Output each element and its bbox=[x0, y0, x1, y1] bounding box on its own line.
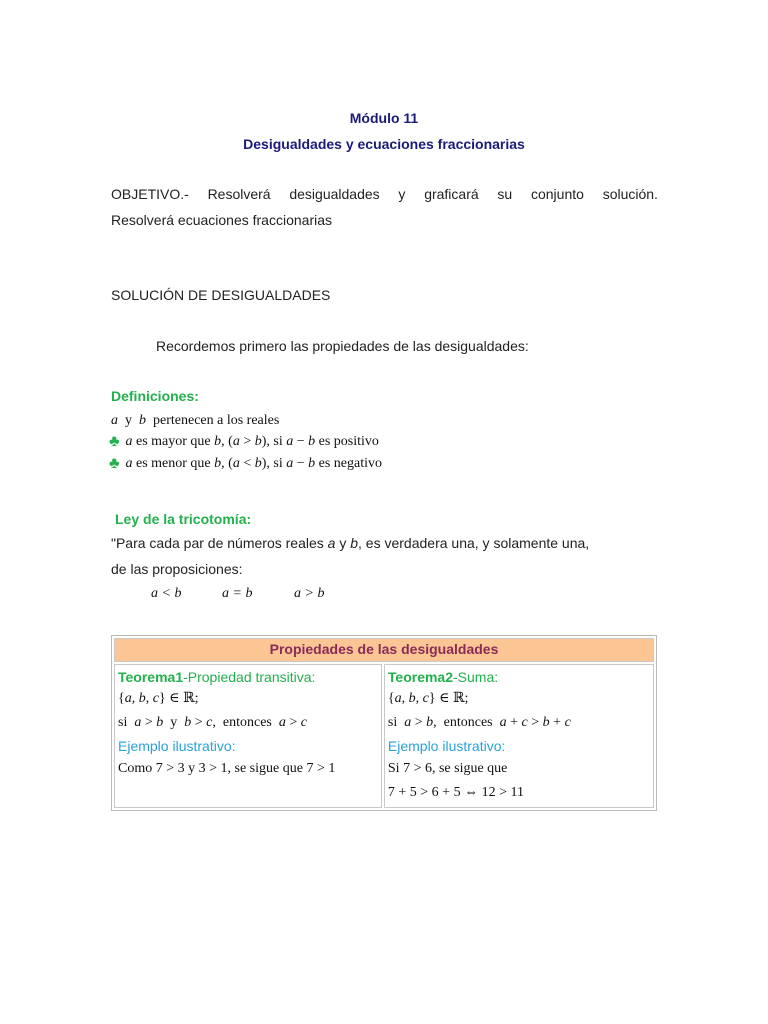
objective-word: solución. bbox=[602, 186, 658, 202]
table-header: Propiedades de las desigualdades bbox=[114, 638, 654, 662]
trichotomy-line-1: "Para cada par de números reales a y b, es verdadera una, y solamente una, bbox=[111, 535, 590, 551]
definition-item-less bbox=[109, 455, 382, 473]
objective-line-1 bbox=[111, 186, 658, 202]
objective-word: Resolverá bbox=[207, 186, 271, 202]
relation-greater: a > b bbox=[294, 586, 325, 601]
definition-item-greater bbox=[109, 433, 379, 451]
theorem1-set: {a, b, c} ∈ ℝ; bbox=[118, 691, 199, 706]
relation-equal: a = b bbox=[222, 586, 253, 601]
objective-word: OBJETIVO.- bbox=[111, 186, 189, 202]
definition-greater-text: a es mayor que b, (a > b), si a − b es positivo bbox=[125, 434, 379, 449]
theorem1-title bbox=[118, 667, 378, 687]
theorem1-example-label: Ejemplo ilustrativo: bbox=[118, 738, 236, 754]
theorem1-statement: si a > b y b > c, entonces a > c bbox=[118, 715, 307, 730]
trichotomy-line-2: de las proposiciones: bbox=[111, 561, 243, 577]
definitions-heading: Definiciones: bbox=[111, 388, 199, 404]
theorem2-label: Teorema2 bbox=[387, 669, 453, 685]
theorem2-statement: si a > b, entonces a + c > b + c bbox=[387, 715, 571, 730]
objective-word: graficará bbox=[424, 186, 479, 202]
objective-word: y bbox=[398, 186, 406, 202]
theorem2-example-1: Si 7 > 6, se sigue que bbox=[387, 761, 508, 776]
intro-text: Recordemos primero las propiedades de las desigualdades: bbox=[156, 338, 529, 354]
theorem2-example-2: 7 + 5 > 6 + 5 ⇔ 12 > 11 bbox=[387, 785, 524, 800]
module-title: Módulo 11 bbox=[349, 110, 419, 126]
module-subtitle: Desigualdades y ecuaciones fraccionarias bbox=[243, 136, 525, 152]
theorem2-name: -Suma: bbox=[453, 669, 499, 685]
section-title: SOLUCIÓN DE DESIGUALDADES bbox=[111, 287, 331, 303]
theorem2-set: {a, b, c} ∈ ℝ; bbox=[387, 691, 469, 706]
definitions-reals-line: a y b pertenecen a los reales bbox=[111, 413, 280, 428]
theorem1-name: -Propiedad transitiva: bbox=[183, 669, 316, 685]
relation-less: a < b bbox=[151, 586, 182, 601]
objective-word: conjunto bbox=[530, 186, 584, 202]
definition-less-text: a es menor que b, (a < b), si a − b es negativo bbox=[125, 456, 383, 471]
objective-word: desigualdades bbox=[289, 186, 380, 202]
club-icon: ♣ bbox=[109, 433, 120, 450]
trichotomy-heading: Ley de la tricotomía: bbox=[115, 511, 252, 527]
theorem2-cell bbox=[384, 664, 654, 808]
theorem1-cell bbox=[114, 664, 382, 808]
club-icon: ♣ bbox=[109, 455, 120, 472]
theorem2-example-label: Ejemplo ilustrativo: bbox=[387, 738, 506, 754]
theorem2-title bbox=[388, 667, 650, 687]
objective-word: su bbox=[497, 186, 513, 202]
theorem1-label: Teorema1 bbox=[118, 669, 184, 685]
objective-line-2: Resolverá ecuaciones fraccionarias bbox=[111, 212, 332, 228]
properties-table bbox=[111, 635, 657, 811]
theorem1-example: Como 7 > 3 y 3 > 1, se sigue que 7 > 1 bbox=[118, 761, 336, 776]
